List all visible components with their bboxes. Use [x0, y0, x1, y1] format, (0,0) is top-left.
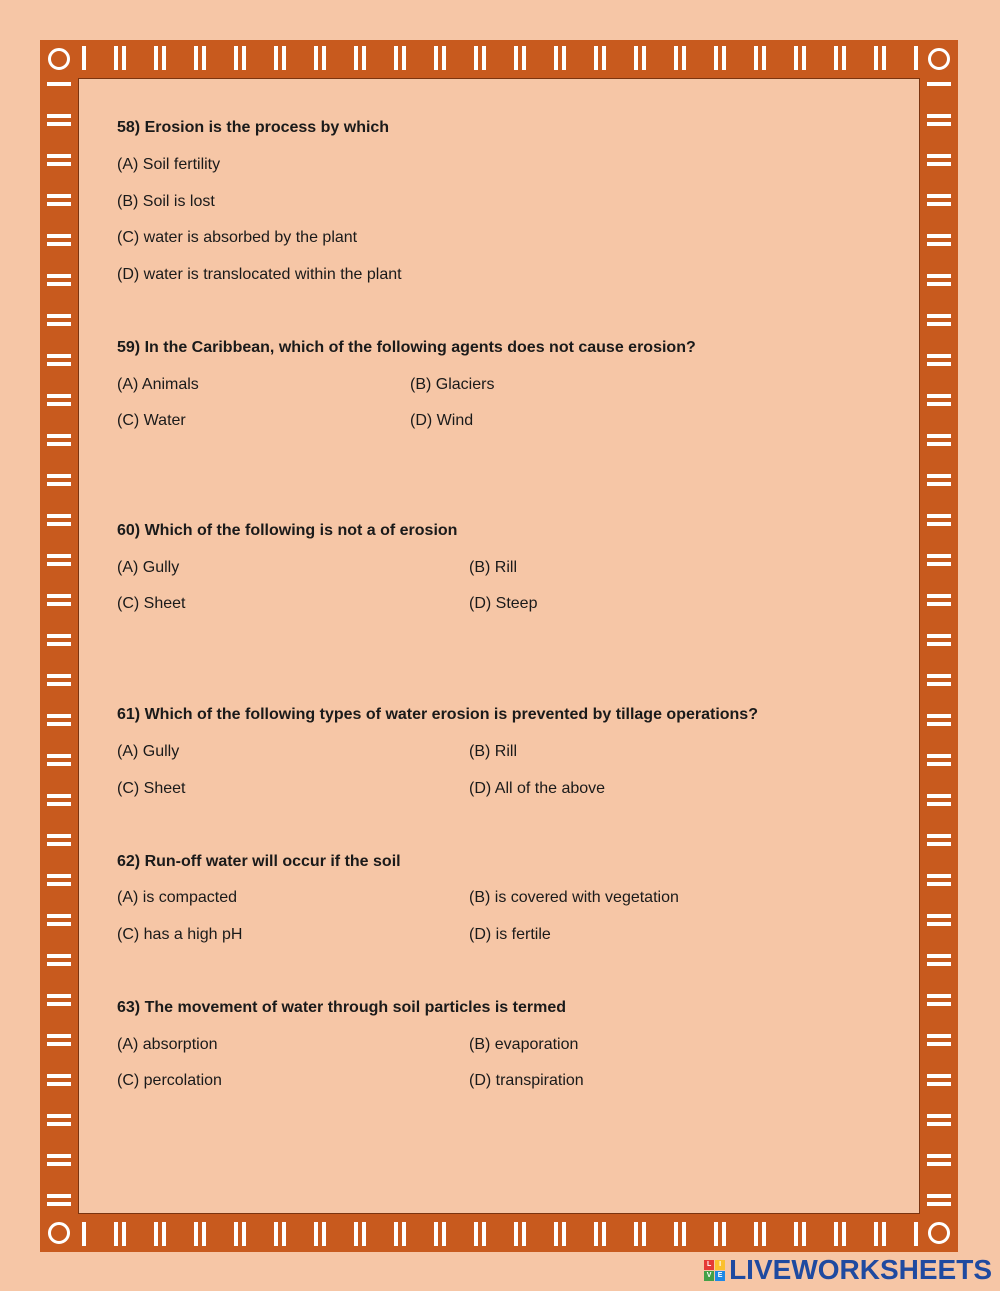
- option-60-d[interactable]: (D) Steep: [469, 595, 538, 612]
- brand-name: LIVEWORKSHEETS: [729, 1254, 992, 1285]
- option-63-a[interactable]: (A) absorption: [117, 1036, 218, 1053]
- option-62-d[interactable]: (D) is fertile: [469, 926, 551, 943]
- question-61: 61) Which of the following types of water erosion is prevented by tillage operations?: [117, 706, 758, 723]
- option-63-c[interactable]: (C) percolation: [117, 1072, 222, 1089]
- option-59-b[interactable]: (B) Glaciers: [410, 376, 495, 393]
- option-60-a[interactable]: (A) Gully: [117, 559, 180, 576]
- question-63: 63) The movement of water through soil particles is termed: [117, 999, 566, 1016]
- decorative-border: [40, 40, 958, 1252]
- greek-key-top: [78, 46, 920, 70]
- option-60-c[interactable]: (C) Sheet: [117, 595, 186, 612]
- option-58-b[interactable]: (B) Soil is lost: [117, 193, 215, 210]
- option-63-b[interactable]: (B) evaporation: [469, 1036, 579, 1053]
- option-59-a[interactable]: (A) Animals: [117, 376, 199, 393]
- option-58-d[interactable]: (D) water is translocated within the plant: [117, 266, 402, 283]
- option-61-c[interactable]: (C) Sheet: [117, 780, 186, 797]
- question-58: 58) Erosion is the process by which: [117, 119, 390, 136]
- logo-letter: V: [704, 1271, 714, 1281]
- option-58-a[interactable]: (A) Soil fertility: [117, 156, 221, 173]
- option-61-b[interactable]: (B) Rill: [469, 743, 517, 760]
- option-60-b[interactable]: (B) Rill: [469, 559, 517, 576]
- liveworksheets-logo[interactable]: [704, 1254, 992, 1285]
- option-59-d[interactable]: (D) Wind: [410, 412, 474, 429]
- corner-circle-icon: [928, 48, 950, 70]
- option-61-a[interactable]: (A) Gully: [117, 743, 180, 760]
- greek-key-right: [927, 78, 951, 1214]
- option-61-d[interactable]: (D) All of the above: [469, 780, 606, 797]
- option-58-c[interactable]: (C) water is absorbed by the plant: [117, 229, 358, 246]
- option-63-d[interactable]: (D) transpiration: [469, 1072, 584, 1089]
- logo-letter: L: [704, 1260, 714, 1270]
- corner-circle-icon: [48, 48, 70, 70]
- question-59: 59) In the Caribbean, which of the following agents does not cause erosion?: [117, 339, 696, 356]
- corner-circle-icon: [928, 1222, 950, 1244]
- corner-circle-icon: [48, 1222, 70, 1244]
- question-62: 62) Run-off water will occur if the soil: [117, 853, 401, 870]
- logo-letter: E: [715, 1271, 725, 1281]
- option-62-a[interactable]: (A) is compacted: [117, 889, 238, 906]
- option-62-b[interactable]: (B) is covered with vegetation: [469, 889, 679, 906]
- logo-letter: I: [715, 1260, 725, 1270]
- greek-key-bottom: [78, 1222, 920, 1246]
- logo-mark-icon: [704, 1260, 725, 1281]
- question-60: 60) Which of the following is not a of erosion: [117, 522, 458, 539]
- option-62-c[interactable]: (C) has a high pH: [117, 926, 243, 943]
- greek-key-left: [47, 78, 71, 1214]
- option-59-c[interactable]: (C) Water: [117, 412, 186, 429]
